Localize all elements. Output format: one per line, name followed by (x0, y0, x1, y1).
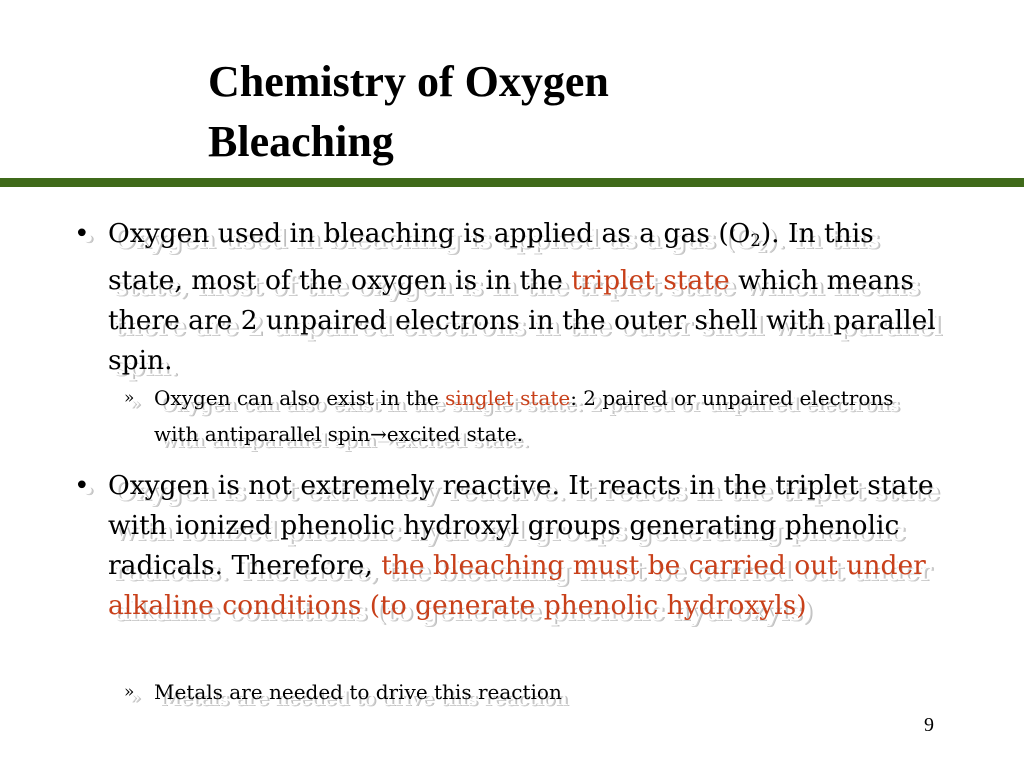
slide-title (208, 52, 848, 172)
bullet-dot-icon: • (74, 218, 90, 249)
sub-bullet-item (124, 380, 944, 452)
highlight-singlet-state: singlet state (445, 386, 571, 410)
highlight-triplet-state: triplet state (571, 265, 730, 297)
bullet-item (74, 466, 944, 626)
sub-bullet-marker-icon: » (124, 388, 135, 408)
sub-bullet-marker-icon: » (124, 682, 135, 702)
bullet-dot-icon: • (74, 470, 90, 501)
sub-bullet-item (124, 674, 944, 710)
bullet-item (74, 214, 944, 381)
bullet-text: Oxygen used in bleaching is applied as a gas $(O_2)$. In this state, most of the oxygen is in the triplet state which means there are 2 unpaired electrons in the outer shell with parallel spin. (108, 218, 936, 377)
title-divider (0, 178, 1024, 187)
page-number: 9 (924, 714, 934, 736)
slide-title-line-1: Chemistry of Oxygen (208, 57, 609, 106)
subscript-2: 2 (750, 231, 761, 251)
bullet-text: Oxygen is not extremely reactive. It reacts in the triplet state with ionized phenolic hydroxyl groups generating phenolic radicals. Therefore, the bleaching must be carried out under alkaline conditions (to generate phenolic hydroxyls) (108, 470, 934, 621)
slide-title-line-2: Bleaching (208, 117, 394, 166)
sub-bullet-text: Metals are needed to drive this reaction (154, 680, 562, 704)
right-arrow-icon: → (369, 422, 387, 446)
sub-bullet-text: Oxygen can also exist in the singlet state: 2 paired or unpaired electrons with antiparallel spin→excited state. (154, 386, 894, 446)
highlight-alkaline-conditions: the bleaching must be carried out under alkaline conditions (to generate phenolic hydroxyls) (108, 550, 926, 621)
